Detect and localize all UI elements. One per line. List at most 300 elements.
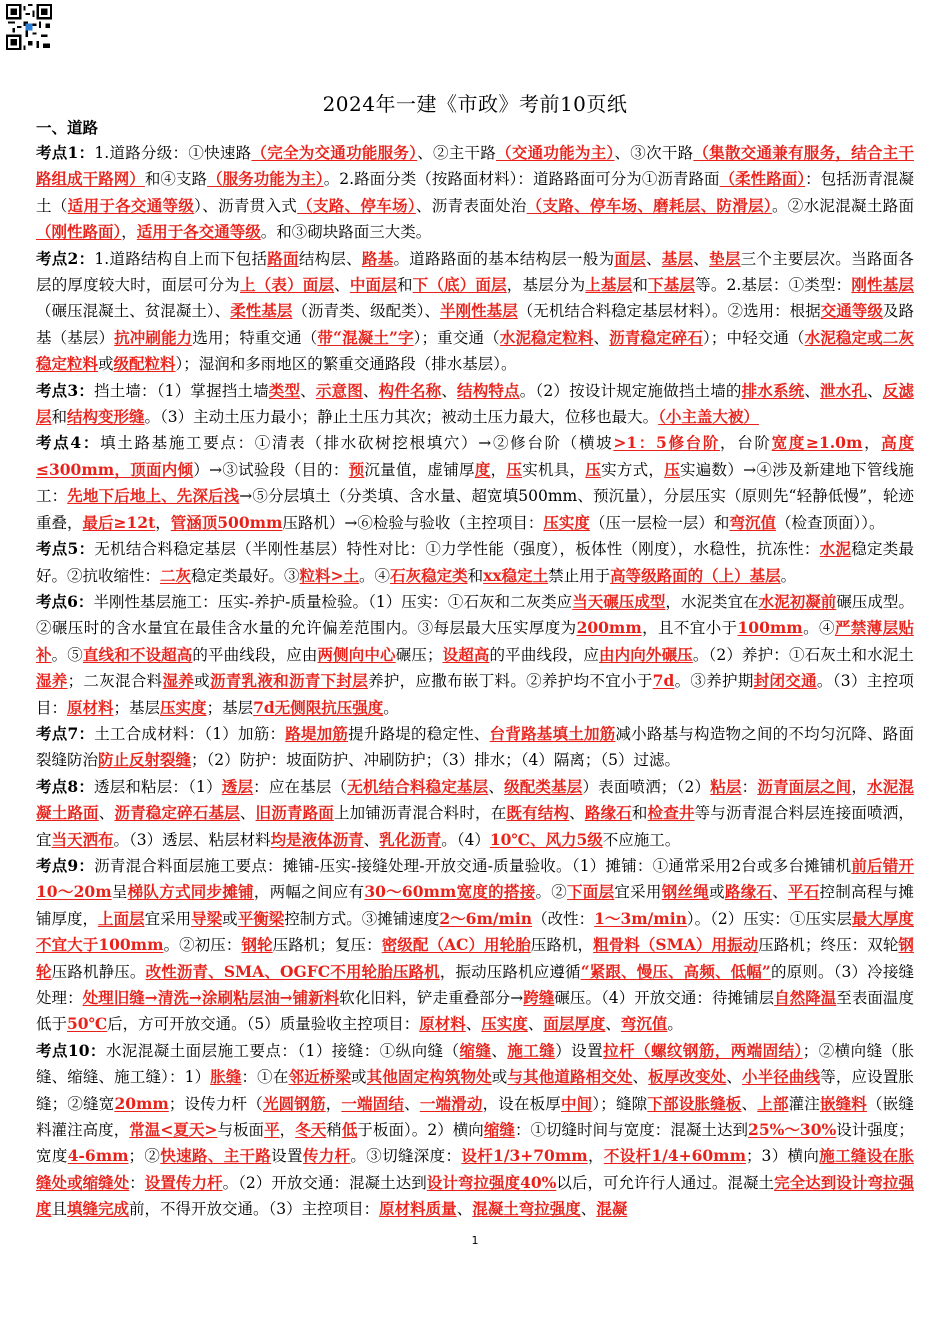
body-text: ，两幅之间应有: [253, 883, 365, 902]
key-term: （支路、停车场、磨耗层、防滑层）: [526, 195, 772, 215]
body-text: 压路机；复压：: [272, 936, 382, 955]
body-text: 宜采用: [614, 883, 662, 902]
body-text: 压路机）→⑥检验与验收（主控项目：: [282, 513, 544, 532]
body-text: 半刚性基层施工：压实-养护-质量检验。（1）压实：①石灰和二灰类应: [93, 592, 573, 611]
body-text: ）、沥青贯入式: [194, 196, 298, 215]
body-text: 宜采用: [144, 909, 192, 928]
body-text: 。（2）按设计规定施做挡土墙的: [519, 381, 742, 400]
key-term: 防止反射裂缝: [98, 750, 192, 770]
key-term: 光圆钢筋: [262, 1093, 326, 1113]
key-term: （柔性路面）: [719, 169, 806, 189]
body-text: 。②: [535, 883, 568, 902]
key-term: 最大厚度不宜大于100mm: [36, 908, 914, 955]
body-text: 、: [772, 883, 788, 902]
key-term: 下（底）面层: [412, 275, 507, 295]
key-term: （交通功能为主）: [496, 143, 615, 162]
kaodian-paragraph: [36, 378, 914, 431]
body-text: 与板面: [217, 1121, 265, 1140]
key-term: 胀缝: [210, 1067, 242, 1087]
key-term: 排水系统: [741, 380, 805, 400]
body-text: 填土路基施工要点：①清表（排水砍树挖根填穴）→②修台阶（横坡: [100, 434, 614, 453]
key-term: 邻近桥梁: [288, 1067, 352, 1087]
body-text: ，: [851, 777, 868, 796]
key-term: 粘层: [710, 776, 742, 796]
body-text: 实方式，: [601, 460, 665, 479]
key-term: 石灰稳定类: [390, 565, 468, 585]
key-term: 上面层: [98, 908, 145, 928]
kaodian-label: 考点4：: [36, 433, 101, 453]
section-heading: 一、道路: [36, 118, 99, 137]
key-term: 当天碾压成型: [572, 591, 666, 611]
body-text: 后，方可开放交通。（5）质量验收主控项目：: [107, 1015, 420, 1034]
key-term: 下面层: [567, 882, 615, 902]
key-term: 严禁薄层贴补: [36, 618, 914, 664]
key-term: 宽度≥1.0m: [771, 433, 863, 453]
key-term: 7d: [652, 671, 675, 691]
body-text: 沥青混合料面层施工要点：摊铺-压实-接缝处理-开放交通-质量验收。（1）摊铺：①通常采用2台或多台摊铺机: [94, 856, 852, 875]
body-text: 、: [632, 1068, 649, 1087]
body-text: 、③次干路: [614, 144, 694, 162]
kaodian-label: 考点5：: [36, 539, 95, 559]
body-text: （沥青类、级配类）、: [292, 302, 441, 321]
key-term: 由内向外碾压: [599, 644, 693, 664]
body-text: 、: [441, 381, 458, 400]
body-text: 。: [780, 566, 797, 585]
body-text: 。②初压：: [163, 936, 242, 955]
body-text: 灌注: [788, 1094, 820, 1113]
body-text: 、: [98, 804, 115, 823]
body-text: ）；缝隙: [592, 1094, 648, 1113]
body-text: 、: [334, 276, 350, 295]
key-term: 与其他道路相交处: [507, 1067, 633, 1087]
kaodian-label: 考点1：: [36, 143, 95, 162]
key-term: 原材料: [419, 1014, 466, 1034]
key-term: 无机结合料稳定基层: [347, 776, 489, 796]
body-text: 、: [491, 1041, 508, 1060]
body-text: 、: [465, 1015, 482, 1034]
key-term: 施工缝: [507, 1040, 556, 1060]
key-term: 水泥初凝前: [758, 591, 837, 611]
kaodian-paragraph: [36, 1038, 914, 1223]
key-term: 压实度: [543, 512, 590, 532]
key-term: （小主盖大被）: [658, 407, 759, 427]
key-term: 小半径曲线: [742, 1067, 821, 1087]
key-term: 不设杆1/4+60mm: [603, 1146, 746, 1166]
key-term: 检查井: [647, 803, 695, 823]
body-text: ，: [325, 1094, 342, 1113]
key-term: 路堤加筋: [285, 723, 349, 743]
body-text: 至表面温度低于: [36, 989, 914, 1034]
body-text: 和: [396, 276, 413, 295]
body-text: 或: [351, 1068, 367, 1087]
kaodian-label: 考点10：: [36, 1040, 106, 1060]
body-text: 、: [362, 381, 379, 400]
body-text: 提升路堤的稳定性、: [348, 724, 490, 743]
key-term: 路面: [267, 248, 299, 268]
body-text: 等与沥青混合料层连接面喷洒，宜: [36, 804, 914, 849]
key-term: 2～6m/min: [439, 908, 533, 928]
body-text: 、: [580, 1200, 597, 1219]
body-text: 、: [363, 830, 380, 849]
body-text: ）设置: [555, 1041, 604, 1060]
body-text: 土工合成材料：（1）加筋：: [94, 724, 286, 743]
key-term: 台背路基填土加筋: [489, 723, 616, 743]
body-text: ：①在: [241, 1068, 289, 1087]
key-term: 设计弯拉强度40%: [426, 1172, 557, 1192]
key-term: 先地下后地上、先深后浅: [67, 486, 240, 506]
body-text: 设计强度；宽度: [36, 1121, 914, 1166]
key-term: 透层: [221, 776, 254, 796]
key-term: （集散交通兼有服务，结合主干路组成干路网）: [36, 143, 914, 189]
body-text: 稳定类最好。③: [191, 566, 300, 585]
body-text: 1.道路结构自上而下包括: [94, 249, 268, 268]
key-term: 类型: [268, 380, 301, 400]
key-term: 二灰: [160, 565, 192, 585]
key-term: 沥青稳定碎石基层: [114, 803, 240, 823]
body-text: ）；中轻交通（: [702, 328, 805, 347]
key-term: 路基: [361, 248, 394, 268]
body-text: 、: [645, 249, 662, 268]
kaodian-paragraph: [36, 536, 914, 589]
kaodian-paragraph: [36, 246, 914, 378]
key-term: >1：5修台阶: [613, 433, 721, 453]
body-text: ，设在板厚: [482, 1094, 561, 1113]
key-term: 混凝土弯拉强度: [472, 1199, 581, 1219]
body-text: 。④: [802, 619, 835, 638]
body-text: ；二灰混合料: [67, 672, 163, 691]
body-text: 或: [194, 672, 210, 691]
body-text: 无机结合料稳定基层（半刚性基层）特性对比：①力学性能（强度），板体性（刚度），水稳性，抗冻性：: [94, 540, 820, 559]
body-text: 压路机，: [530, 936, 594, 955]
body-text: 设置: [271, 1147, 303, 1166]
key-term: 50℃: [67, 1014, 108, 1034]
key-term: 跨缝: [523, 988, 555, 1007]
body-text: ；②横向缝（胀缝、缩缝、施工缝）：1）: [36, 1041, 914, 1087]
key-term: 管涵顶500mm: [170, 512, 283, 532]
body-text: 、: [569, 804, 585, 823]
body-text: ，水泥类宜在: [665, 592, 759, 611]
key-term: 30～60mm宽度的搭接: [364, 882, 536, 902]
body-text: 前，不得开放交通。（3）主控项目：: [129, 1200, 380, 1219]
key-term: 带“混凝土”字: [317, 327, 414, 347]
key-term: 压: [506, 459, 523, 479]
body-text: 。和③砌块路面三大类。: [260, 223, 432, 242]
body-text: ：: [129, 1173, 145, 1192]
body-text: （无机结合料稳定基层材料）。②选用：根据: [517, 302, 821, 321]
key-term: 高度≤300mm，顶面内倾: [36, 433, 914, 479]
key-term: 200mm: [576, 618, 642, 638]
body-text: 碾压成型。②碾压时的含水量宜在最佳含水量的允许偏差范围内。③每层最大压实厚度为: [36, 592, 914, 638]
key-term: 原材料: [67, 697, 114, 717]
body-text: ：①切缝时间与宽度：混凝土达到: [514, 1121, 749, 1140]
key-term: 中面层: [349, 275, 397, 295]
key-term: 压: [585, 459, 602, 479]
key-term: 沥青面层之间: [757, 776, 852, 796]
key-term: 当天洒布: [51, 829, 114, 849]
body-text: 压路机；终压：双轮: [758, 936, 899, 955]
key-term: 路缘石: [724, 882, 773, 902]
key-term: 钢轮: [241, 935, 273, 955]
key-term: 其他固定构筑物处: [366, 1067, 492, 1087]
key-term: 上部: [757, 1093, 789, 1113]
key-term: （刚性路面）: [36, 222, 122, 242]
key-term: 改性沥青、SMA、OGFC不用轮胎压路机: [145, 961, 440, 981]
body-text: ）；湿润和多雨地区的繁重交通路段（排水基层）。: [175, 355, 517, 374]
body-text: 或: [709, 883, 725, 902]
key-term: 导梁: [191, 908, 223, 928]
kaodian-label: 考点6：: [36, 591, 94, 611]
key-term: 封闭交通: [753, 671, 817, 691]
body-text: ；基层: [206, 698, 254, 717]
body-text: 挡土墙：（1）掌握挡土墙: [94, 381, 269, 400]
key-term: 湿养: [36, 671, 68, 691]
kaodian-paragraph: [36, 140, 914, 246]
body-text: 养护，应撒布嵌丁料。②养护均不宜小于: [368, 672, 653, 691]
body-text: （嵌缝料灌注高度，: [36, 1094, 914, 1140]
key-term: 冬天: [295, 1120, 327, 1140]
kaodian-label: 考点8：: [36, 776, 95, 796]
document-body: [36, 140, 914, 1223]
body-text: 压路机静压。: [51, 962, 146, 981]
kaodian-paragraph: [36, 721, 914, 774]
page-number: 1: [471, 1234, 479, 1247]
body-text: （压一层检一层）和: [589, 513, 730, 532]
body-text: ：应在基层（: [253, 777, 348, 796]
body-text: 、: [726, 1068, 742, 1087]
key-term: 压: [664, 459, 680, 479]
key-term: “紧跟、慢压、高频、低幅”: [580, 961, 771, 981]
body-text: ，: [279, 1121, 296, 1140]
body-text: 稍: [326, 1121, 342, 1140]
body-text: 、: [488, 777, 505, 796]
body-text: 、沥青表面处治: [415, 196, 527, 215]
body-text: 。（2）开放交通：混凝土达到: [222, 1173, 427, 1192]
body-text: 、: [300, 381, 316, 400]
key-term: 压实度: [160, 697, 207, 717]
body-text: ，: [587, 1147, 604, 1166]
body-text: ，基层分为: [506, 276, 586, 295]
key-term: 钢轮: [36, 935, 914, 981]
key-term: 预: [348, 459, 365, 479]
body-text: 碾压。（4）开放交通：待摊铺层: [554, 989, 775, 1007]
body-text: 和④支路: [144, 170, 208, 189]
body-text: 、: [404, 1094, 420, 1113]
key-term: 旧沥青路面: [255, 803, 334, 823]
body-text: ；设传力杆（: [168, 1094, 263, 1113]
key-term: 7d无侧限抗压强度: [253, 697, 384, 717]
key-term: 设置传力杆: [144, 1172, 223, 1192]
key-term: 缩缝: [483, 1120, 515, 1140]
key-term: 均是液体沥青: [270, 829, 364, 849]
key-term: 泄水孔: [820, 380, 868, 400]
key-term: 水泥: [819, 539, 852, 559]
body-text: 。④: [359, 566, 391, 585]
body-text: 和: [467, 566, 484, 585]
body-text: 实机具，: [522, 460, 586, 479]
body-text: 和: [51, 408, 68, 427]
body-text: 和: [631, 804, 648, 823]
key-term: 柔性基层: [230, 301, 293, 321]
kaodian-paragraph: [36, 774, 914, 853]
body-text: ）表面喷洒；（2）: [582, 777, 711, 796]
body-text: 控制高程与摊铺厚度，: [36, 883, 914, 928]
key-term: 传力杆: [302, 1146, 351, 1166]
body-text: ，: [155, 513, 171, 532]
kaodian-paragraph: [36, 589, 914, 721]
body-text: 、: [239, 804, 256, 823]
key-term: 快速路、主干路: [160, 1146, 272, 1166]
key-term: （完全为交通功能服务）: [251, 143, 418, 162]
key-term: 结构特点: [457, 380, 520, 400]
body-text: 、: [527, 1015, 544, 1034]
key-term: 一端固结: [341, 1093, 405, 1113]
key-term: 常温<夏天>: [129, 1120, 218, 1140]
key-term: 粒料>土: [299, 565, 360, 585]
key-term: 原材料质量: [379, 1199, 457, 1219]
key-term: 弯沉值: [620, 1014, 668, 1034]
key-term: 板厚改变处: [648, 1067, 727, 1087]
key-term: 交通等级: [820, 301, 883, 321]
key-term: 钢丝绳: [661, 882, 710, 902]
key-term: 直线和不设超高: [82, 644, 193, 664]
key-term: 适用于各交通等级: [67, 195, 195, 215]
body-text: 、②主干路: [417, 144, 497, 162]
key-term: 填缝完成: [67, 1199, 130, 1219]
body-text: 的平曲线段，应: [489, 645, 600, 664]
body-text: 沉量值，虚铺厚: [364, 460, 475, 479]
kaodian-label: 考点7：: [36, 723, 95, 743]
key-term: 高等级路面的（上）基层: [610, 565, 781, 585]
body-text: 。②水泥混凝土路面: [771, 196, 914, 215]
key-term: 既有结构: [506, 803, 570, 823]
key-term: 低: [341, 1120, 358, 1140]
key-term: 设超高: [442, 644, 490, 664]
body-text: 。（3）主动土压力最小；静止土压力其次；被动土压力最大，位移也最大。: [144, 408, 659, 427]
body-text: 且: [51, 1200, 68, 1219]
kaodian-label: 考点9：: [36, 855, 95, 875]
body-text: 控制方式。③摊铺速度: [284, 909, 440, 928]
key-term: 最后≥12t: [82, 512, 156, 532]
body-text: ）；重交通（: [413, 328, 500, 347]
body-text: （检查顶面））。: [775, 513, 885, 532]
key-term: 两侧向中心: [317, 644, 396, 664]
body-text: 、: [605, 1015, 621, 1034]
key-term: 构件名称: [378, 380, 442, 400]
body-text: 结构层、: [298, 249, 362, 268]
key-term: 示意图: [315, 380, 363, 400]
key-term: 拉杆（螺纹钢筋，两端固结）: [603, 1040, 803, 1060]
body-text: 碾压；: [395, 645, 443, 664]
body-text: 选用；特重交通（: [192, 328, 318, 347]
key-term: 中间: [561, 1093, 593, 1113]
body-text: 上加铺沥青混合料时，在: [333, 804, 507, 823]
kaodian-label: 考点3：: [36, 380, 95, 400]
key-term: 适用于各交通等级: [136, 222, 261, 242]
key-term: 刚性基层: [851, 275, 914, 295]
body-text: 实遍数）→④涉及新建地下管线施工：: [36, 460, 914, 506]
key-term: 抗冲刷能力: [114, 327, 193, 347]
key-term: 水泥稳定或二灰稳定粒料: [36, 327, 914, 374]
key-term: 沥青乳液和沥青下封层: [209, 671, 369, 691]
key-term: 下基层: [648, 275, 696, 295]
body-text: →⑤分层填土（分类填、含水量、超宽填500mm、预沉量），分层压实（原则先“轻静低慢”，轮迹重叠，: [36, 487, 914, 532]
body-text: ：: [741, 777, 758, 796]
body-text: 及路基（基层）: [36, 302, 914, 347]
kaodian-paragraph: [36, 430, 914, 536]
body-text: 。: [383, 698, 399, 717]
body-text: 、: [456, 1200, 473, 1219]
body-text: 或: [491, 1068, 508, 1087]
body-text: 三个主要层次。当路面各层的厚度较大时，面层可分为: [36, 249, 914, 295]
key-term: 25%～30%: [748, 1120, 837, 1140]
body-text: 或: [98, 355, 114, 374]
key-term: 面层: [614, 248, 646, 268]
key-term: 沥青稳定碎石: [609, 327, 703, 347]
key-term: 自然降温: [774, 988, 837, 1007]
body-text: ，: [862, 434, 882, 453]
body-text: 于板面）。2）横向: [357, 1121, 484, 1140]
key-term: 平: [264, 1120, 280, 1140]
key-term: 20mm: [114, 1093, 169, 1113]
key-term: 缩缝: [459, 1040, 492, 1060]
key-term: 湿养: [162, 671, 195, 691]
body-text: 等。2.基层：①类型：: [695, 276, 852, 295]
key-term: 级配类基层: [504, 776, 583, 796]
key-term: 施工缝设在胀缝处或缩缝处: [36, 1146, 914, 1192]
key-term: xx稳定土: [483, 565, 549, 585]
key-term: 乳化沥青: [379, 829, 442, 849]
key-term: 结构变形缝: [67, 407, 145, 427]
body-text: 或: [222, 909, 238, 928]
body-text: ，台阶: [720, 434, 772, 453]
key-term: 梯队方式同步摊铺: [127, 882, 254, 902]
kaodian-label: 考点2：: [36, 248, 95, 268]
body-text: 。（4）: [441, 830, 490, 849]
body-text: ）→③试验段（目的：: [193, 460, 349, 479]
body-text: ：包括沥青混凝土（: [36, 170, 914, 215]
key-term: 1～3m/min: [594, 908, 687, 928]
body-text: 禁止用于: [548, 566, 611, 585]
body-text: 不应施工。: [602, 830, 681, 849]
body-text: 水泥混凝土面层施工要点：（1）接缝：①纵向缝（: [105, 1041, 460, 1060]
key-term: 混凝: [596, 1199, 628, 1219]
body-text: 的平曲线段，应由: [192, 645, 318, 664]
key-term: 上（表）面层: [240, 275, 335, 295]
key-term: 完全达到设计弯拉强度: [36, 1172, 914, 1219]
body-text: ，且不宜小于: [641, 619, 738, 638]
body-text: 。⑤: [51, 645, 83, 664]
body-text: 、: [804, 381, 820, 400]
key-term: 级配粒料: [113, 354, 176, 374]
body-text: 。: [667, 1015, 683, 1034]
body-text: 等，应设置胀缝；②缝宽: [36, 1068, 914, 1113]
body-text: 以后，可允许行人通过。混凝土: [556, 1173, 775, 1192]
key-term: 基层: [661, 248, 694, 268]
body-text: ；（2）防护：坡面防护、冲刷防护；（3）排水；（4）隔离；（5）过滤。: [191, 751, 680, 770]
body-text: 、: [867, 381, 883, 400]
key-term: 处理旧缝→清洗→涂刷粘层油→铺新料: [82, 988, 340, 1007]
body-text: （改性：: [532, 909, 595, 928]
body-text: 。（2）养护：①石灰土和水泥土: [692, 645, 914, 664]
key-term: 半刚性基层: [440, 301, 518, 321]
key-term: 压实度: [481, 1014, 528, 1034]
key-term: （服务功能为主）: [207, 169, 324, 189]
key-term: 水泥稳定粒料: [499, 327, 594, 347]
body-text: 、: [693, 249, 710, 268]
body-text: 。道路路面的基本结构层一般为: [393, 249, 615, 268]
body-text: 呈: [111, 883, 128, 902]
body-text: ，振动压路机应遵循: [439, 962, 581, 981]
